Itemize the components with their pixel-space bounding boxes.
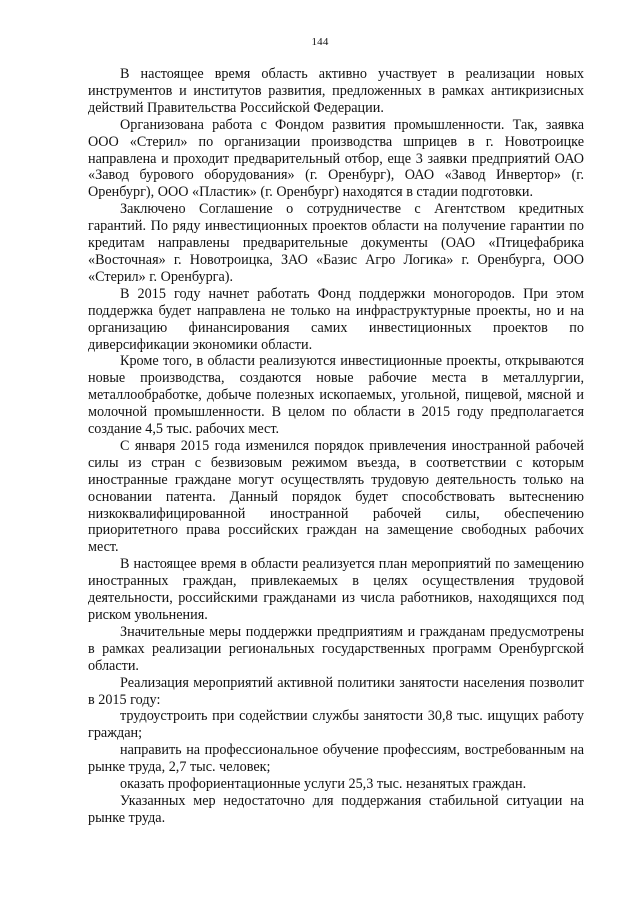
paragraph-foreign-labor-rules: С января 2015 года изменился порядок привлечения иностранной рабочей силы из стран с безвизовым режимом въезда, в соответствии с которым иностранные граждане могут осуществлять трудовую деятельность только на основании патента. Данный порядок будет способствовать вытеснению низкоквалифицированной иностранной рабочей силы, обеспечению приоритетного права российских граждан на замещение свободных рабочих мест.	[88, 437, 584, 556]
paragraph-industry-development-fund: Организована работа с Фондом развития промышленности. Так, заявка ООО «Стерил» по организации производства шприцев в г. Новотроицке направлена и проходит предварительный отбор, еще 3 заявки предприятий ОАО «Завод бурового оборудования» (г. Оренбург), ОАО «Завод Инвертор» (г. Оренбург), ООО «Пластик» (г. Оренбург) находятся в стадии подготовки.	[88, 116, 584, 201]
paragraph-anti-crisis-instruments: В настоящее время область активно участвует в реализации новых инструментов и институтов развития, предложенных в рамках антикризисных действий Правительства Российской Федерации.	[88, 66, 584, 116]
list-item-training: направить на профессиональное обучение профессиям, востребованным на рынке труда, 2,7 тыс. человек;	[88, 742, 584, 776]
paragraph-monotown-fund: В 2015 году начнет работать Фонд поддержки моногородов. При этом поддержка будет направлена не только на инфраструктурные проекты, но и на организацию финансирования самих инвестиционных проектов по диверсификации экономики области.	[88, 285, 584, 353]
list-item-career-guidance: оказать профориентационные услуги 25,3 тыс. незанятых граждан.	[120, 776, 527, 793]
document-body	[88, 66, 584, 827]
paragraph-conclusion: Указанных мер недостаточно для поддержания стабильной ситуации на рынке труда.	[88, 792, 584, 826]
paragraph-support-measures: Значительные меры поддержки предприятиям и гражданам предусмотрены в рамках реализации региональных государственных программ Оренбургской области.	[88, 623, 584, 674]
paragraph-employment-policy: Реализация мероприятий активной политики занятости населения позволит в 2015 году:	[88, 674, 584, 708]
list-item-employment: трудоустроить при содействии службы занятости 30,8 тыс. ищущих работу граждан;	[88, 708, 584, 742]
paragraph-credit-guarantee-agency: Заключено Соглашение о сотрудничестве с Агентством кредитных гарантий. По ряду инвестиционных проектов области на получение гарантии по кредитам направлены предварительные документы (ОАО «Птицефабрика «Восточная» г. Новотроицка, ЗАО «Базис Агро Логика» г. Оренбурга, ООО «Стерил» г. Оренбурга).	[88, 201, 584, 285]
paragraph-investment-projects: Кроме того, в области реализуются инвестиционные проекты, открываются новые производства, создаются новые рабочие места в металлургии, металлообработке, добыче полезных ископаемых, угольной, пищевой, мясной и молочной промышленности. В целом по области в 2015 году предполагается создание 4,5 тыс. рабочих мест.	[88, 353, 584, 438]
page-number: 144	[311, 36, 329, 48]
paragraph-replacement-plan: В настоящее время в области реализуется план мероприятий по замещению иностранных граждан, привлекаемых в целях осуществления трудовой деятельности, российскими гражданами из числа работников, находящихся под риском увольнения.	[88, 556, 584, 623]
